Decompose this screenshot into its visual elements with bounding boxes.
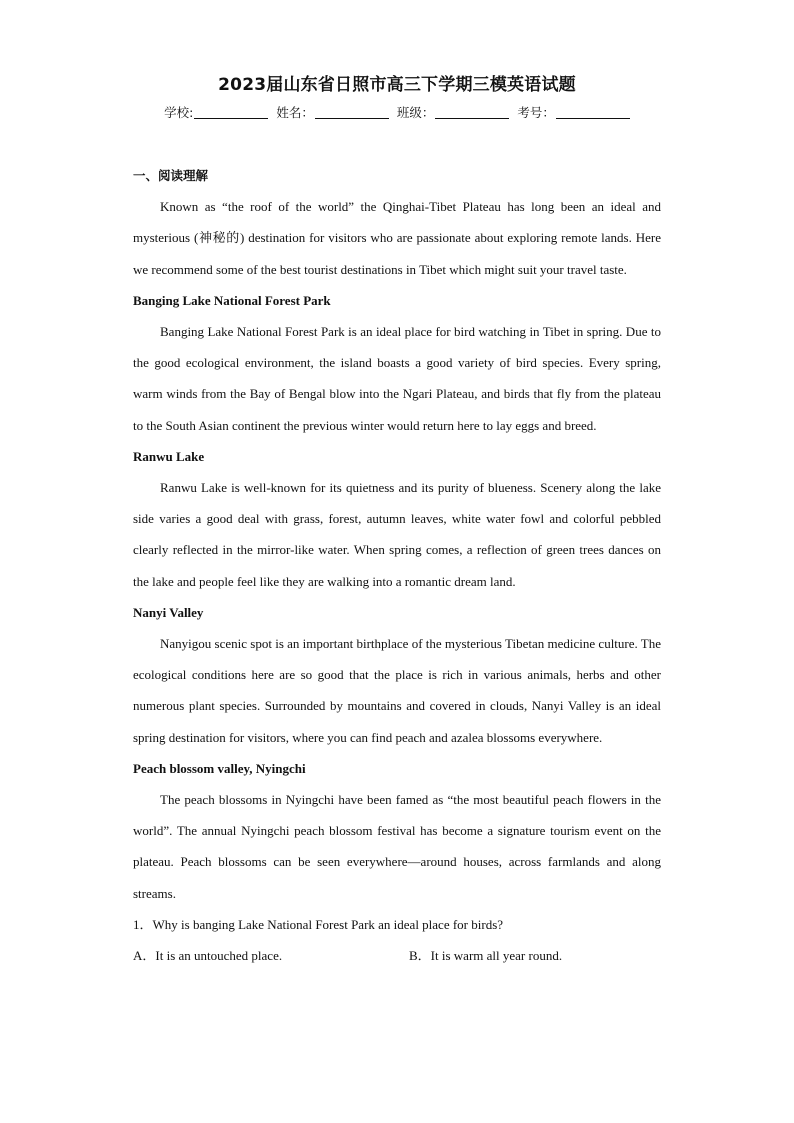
class-field[interactable] [397,103,510,121]
place-heading-nanyi-valley: Nanyi Valley [133,604,204,620]
question-1-options [133,940,661,971]
place-text-nanyi-valley: Nanyigou scenic spot is an important birthplace of the mysterious Tibetan medicine culture. The ecological conditions here are so good that the place is rich in various animals, herbs and other numerous plant species. Surrounded by mountains and covered in clouds, Nanyi Valley is an ideal spring destination for visitors, where you can find peach and azalea blossoms everywhere. [133,636,661,745]
exam-title: 2023届山东省日照市高三下学期三模英语试题 [218,75,576,95]
reading-section [133,160,661,971]
place-text-banging-lake: Banging Lake National Forest Park is an ideal place for bird watching in Tibet in spring. Due to the good ecological environment, the island boasts a good variety of bird species. Every spring, warm winds from the Bay of Bengal blow into the Ngari Plateau, and birds that fly from the plateau to the South Asian continent the previous winter would return here to lay eggs and breed. [133,324,661,433]
intro-paragraph: Known as “the roof of the world” the Qinghai-Tibet Plateau has long been an ideal and mysterious (神秘的) destination for visitors who are passionate about exploring remote lands. Here we recommend some of the best tourist destinations in Tibet which might suit your travel taste. [133,199,661,277]
exam-number-blank[interactable] [556,106,630,119]
question-1: 1．Why is banging Lake National Forest Park an ideal place for birds? [133,916,504,932]
name-field[interactable] [276,103,389,121]
name-label: 姓名： [276,105,314,120]
class-blank[interactable] [435,106,509,119]
place-heading-ranwu-lake: Ranwu Lake [133,448,205,464]
place-text-peach-blossom: The peach blossoms in Nyingchi have been famed as “the most beautiful peach flowers in the world”. The annual Nyingchi peach blossom festival has become a signature tourism event on the plateau. Peach blossoms can be seen everywhere—around houses, across farmlands and along streams. [133,792,661,901]
place-text-ranwu-lake: Ranwu Lake is well-known for its quietness and its purity of blueness. Scenery along the lake side varies a good deal with grass, forest, autumn leaves, white water fowl and colorful pebbled clearly reflected in the mirror-like water. When spring comes, a reflection of green trees dances on the lake and people feel like they are walking into a romantic dream land. [133,480,661,589]
place-heading-banging-lake: Banging Lake National Forest Park [133,292,331,308]
name-blank[interactable] [315,106,389,119]
school-blank[interactable] [194,106,268,119]
school-field[interactable] [164,103,268,121]
class-label: 班级： [396,105,435,120]
school-label: 学校: [164,105,194,120]
exam-number-label: 考号： [517,105,555,120]
place-heading-peach-blossom: Peach blossom valley, Nyingchi [133,760,306,776]
option-b[interactable]: B．It is warm all year round. [409,948,563,964]
section-heading: 一、阅读理解 [133,168,209,183]
option-a[interactable]: A．It is an untouched place. [133,948,283,964]
student-info-line [0,103,794,121]
exam-number-field[interactable] [517,103,630,121]
